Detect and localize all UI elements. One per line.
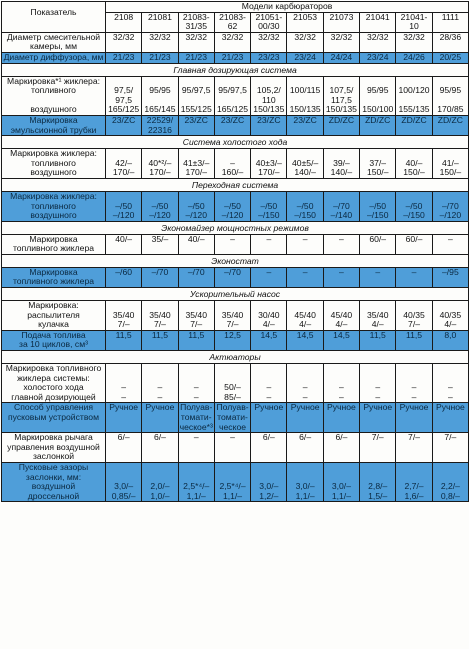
value-cell: 45/40 4/– [323, 301, 359, 331]
value-cell: 40/– [106, 234, 142, 254]
section-row [2, 178, 469, 191]
value-cell: 8,0 [432, 330, 468, 350]
spec-row [2, 191, 469, 221]
model-header-cell: 21073 [323, 12, 359, 32]
value-cell: 6/– [142, 433, 178, 463]
value-cell: 95/95 165/145 [142, 76, 178, 115]
value-cell: 32/32 [360, 32, 396, 52]
value-cell: 23/ZC [251, 115, 287, 135]
value-cell: 32/32 [214, 32, 250, 52]
value-cell: – – [287, 364, 323, 403]
value-cell: 40±5/– 140/– [287, 149, 323, 179]
value-cell: –/50 –/150 [251, 191, 287, 221]
value-cell: – – [360, 364, 396, 403]
value-cell: –/50 –/120 [106, 191, 142, 221]
model-header-cell: 21041 [360, 12, 396, 32]
value-cell: – [214, 433, 250, 463]
value-cell: 21/23 [142, 52, 178, 63]
spec-row [2, 52, 469, 63]
value-cell: 42/– 170/– [106, 149, 142, 179]
section-row [2, 351, 469, 364]
model-header-cell: 1111 [432, 12, 468, 32]
value-cell: Ручное [432, 403, 468, 433]
value-cell: 60/– [396, 234, 432, 254]
value-cell: 39/– 140/– [323, 149, 359, 179]
value-cell: –/95 [432, 267, 468, 287]
value-cell: – – [142, 364, 178, 403]
value-cell: –/50 –/150 [287, 191, 323, 221]
value-cell: – [323, 234, 359, 254]
section-title: Экономайзер мощностных режимов [2, 221, 469, 234]
value-cell: 23/ZC [287, 115, 323, 135]
spec-row [2, 32, 469, 52]
value-cell: 32/32 [178, 32, 214, 52]
value-cell: 6/– [106, 433, 142, 463]
model-header-cell: 21081 [142, 12, 178, 32]
models-header: Модели карбюраторов [106, 2, 469, 13]
section-row [2, 288, 469, 301]
value-cell: 14,5 [251, 330, 287, 350]
value-cell: 2,7/– 1,6/– [396, 462, 432, 501]
value-cell: – – [396, 364, 432, 403]
value-cell: 35/40 7/– [142, 301, 178, 331]
value-cell: 40/35 4/– [432, 301, 468, 331]
value-cell: Ручное [106, 403, 142, 433]
value-cell: 2,5*⁴/– 1,1/– [214, 462, 250, 501]
value-cell: 60/– [360, 234, 396, 254]
value-cell: – – [106, 364, 142, 403]
value-cell: 32/32 [251, 32, 287, 52]
spec-row [2, 403, 469, 433]
spec-row [2, 76, 469, 115]
header-row-top [2, 2, 469, 13]
section-row [2, 254, 469, 267]
spec-row [2, 234, 469, 254]
value-cell: 3,0/– 1,1/– [323, 462, 359, 501]
value-cell: 41/– 150/– [432, 149, 468, 179]
value-cell: 95/97,5 155/125 [178, 76, 214, 115]
value-cell: 45/40 4/– [287, 301, 323, 331]
value-cell: 3,0/– 1,2/– [251, 462, 287, 501]
value-cell: 23/ZC [178, 115, 214, 135]
value-cell: 6/– [251, 433, 287, 463]
value-cell: Ручное [396, 403, 432, 433]
value-cell: 107,5/ 117,5 150/135 [323, 76, 359, 115]
value-cell: 40±3/– 170/– [251, 149, 287, 179]
param-header: Показатель [2, 2, 106, 33]
value-cell: 35/40 7/– [214, 301, 250, 331]
spec-row [2, 462, 469, 501]
value-cell: 30/40 4/– [251, 301, 287, 331]
value-cell: 2,2/– 0,8/– [432, 462, 468, 501]
row-label: Маркировка жиклера: топливного воздушного [2, 191, 106, 221]
value-cell: 35/– [142, 234, 178, 254]
value-cell: 100/120 155/135 [396, 76, 432, 115]
value-cell: 32/32 [323, 32, 359, 52]
value-cell: –/70 –/140 [323, 191, 359, 221]
value-cell: 6/– [323, 433, 359, 463]
value-cell: 2,5*⁴/– 1,1/– [178, 462, 214, 501]
row-label: Диаметр смесительной камеры, мм [2, 32, 106, 52]
value-cell: 105,2/ 110 150/135 [251, 76, 287, 115]
section-row [2, 63, 469, 76]
row-label: Маркировка эмульсионной трубки [2, 115, 106, 135]
row-label: Маркировка топливного жиклера [2, 234, 106, 254]
value-cell: 23/ZC [106, 115, 142, 135]
row-label: Диаметр диффузора, мм [2, 52, 106, 63]
value-cell: Ручное [142, 403, 178, 433]
row-label: Способ управления пусковым устройством [2, 403, 106, 433]
value-cell: 14,5 [287, 330, 323, 350]
spec-row [2, 115, 469, 135]
value-cell: 100/115 150/135 [287, 76, 323, 115]
value-cell: 2,0/– 1,0/– [142, 462, 178, 501]
value-cell: 41±3/– 170/– [178, 149, 214, 179]
value-cell: 22529/ 22316 [142, 115, 178, 135]
value-cell: –/70 [178, 267, 214, 287]
model-header-cell: 21083- 62 [214, 12, 250, 32]
model-header-cell: 2108 [106, 12, 142, 32]
value-cell: 3,0/– 1,1/– [287, 462, 323, 501]
value-cell: – – [178, 364, 214, 403]
value-cell: 50/– 85/– [214, 364, 250, 403]
value-cell: 40*²/– 170/– [142, 149, 178, 179]
section-row [2, 136, 469, 149]
value-cell: 21/23 [106, 52, 142, 63]
value-cell: –/50 –/150 [360, 191, 396, 221]
value-cell: – [432, 234, 468, 254]
value-cell: 7/– [432, 433, 468, 463]
value-cell: 23/23 [251, 52, 287, 63]
value-cell: 35/40 7/– [178, 301, 214, 331]
value-cell: 6/– [287, 433, 323, 463]
value-cell: 23/24 [287, 52, 323, 63]
value-cell: 40/35 7/– [396, 301, 432, 331]
value-cell: 2,8/– 1,5/– [360, 462, 396, 501]
value-cell: 11,5 [106, 330, 142, 350]
carburetor-spec-page [0, 1, 469, 649]
value-cell: –/50 –/150 [396, 191, 432, 221]
value-cell: 11,5 [360, 330, 396, 350]
value-cell: – [287, 267, 323, 287]
section-title: Актюаторы [2, 351, 469, 364]
value-cell: 95/95 150/100 [360, 76, 396, 115]
value-cell: ZD/ZC [432, 115, 468, 135]
value-cell: – – [251, 364, 287, 403]
value-cell: – – [432, 364, 468, 403]
value-cell: 95/95 170/85 [432, 76, 468, 115]
value-cell: 11,5 [396, 330, 432, 350]
value-cell: 24/26 [396, 52, 432, 63]
value-cell: Ручное [287, 403, 323, 433]
value-cell: 23/ZC [214, 115, 250, 135]
value-cell: 14,5 [323, 330, 359, 350]
value-cell: 11,5 [142, 330, 178, 350]
row-label: Маркировка топливного жиклера системы: холостого хода главной дозирующей [2, 364, 106, 403]
value-cell: 40/– [178, 234, 214, 254]
value-cell: 28/36 [432, 32, 468, 52]
row-label: Маркировка*¹ жиклера: топливного воздушного [2, 76, 106, 115]
value-cell: 32/32 [142, 32, 178, 52]
row-label: Маркировка рычага управления воздушной заслонкой [2, 433, 106, 463]
value-cell: Ручное [360, 403, 396, 433]
value-cell: – 160/– [214, 149, 250, 179]
model-header-cell: 21051- 00/30 [251, 12, 287, 32]
value-cell: – [214, 234, 250, 254]
model-header-cell: 21053 [287, 12, 323, 32]
value-cell: – [360, 267, 396, 287]
value-cell: – [178, 433, 214, 463]
value-cell: –/50 –/120 [178, 191, 214, 221]
value-cell: 35/40 7/– [106, 301, 142, 331]
model-header-cell: 21041- 10 [396, 12, 432, 32]
row-label: Пусковые зазоры заслонки, мм: воздушной дроссельной [2, 462, 106, 501]
value-cell: 7/– [396, 433, 432, 463]
value-cell: 97,5/ 97,5 165/125 [106, 76, 142, 115]
value-cell: –/70 [142, 267, 178, 287]
spec-row [2, 267, 469, 287]
value-cell: 21/23 [214, 52, 250, 63]
value-cell: 20/25 [432, 52, 468, 63]
carburetor-spec-table [1, 1, 469, 502]
section-row [2, 221, 469, 234]
value-cell: 7/– [360, 433, 396, 463]
value-cell: 40/– 150/– [396, 149, 432, 179]
model-header-cell: 21083- 31/35 [178, 12, 214, 32]
value-cell: 32/32 [106, 32, 142, 52]
value-cell: –/70 –/120 [432, 191, 468, 221]
value-cell: – [396, 267, 432, 287]
value-cell: 35/40 4/– [360, 301, 396, 331]
value-cell: 11,5 [178, 330, 214, 350]
value-cell: –/50 –/120 [142, 191, 178, 221]
value-cell: 3,0/– 0,85/– [106, 462, 142, 501]
value-cell: ZD/ZC [323, 115, 359, 135]
section-title: Система холостого хода [2, 136, 469, 149]
value-cell: Ручное [323, 403, 359, 433]
value-cell: – [287, 234, 323, 254]
section-title: Ускорительный насос [2, 288, 469, 301]
section-title: Переходная система [2, 178, 469, 191]
spec-row [2, 301, 469, 331]
spec-body [2, 32, 469, 502]
spec-row [2, 364, 469, 403]
value-cell: Ручное [251, 403, 287, 433]
spec-row [2, 330, 469, 350]
value-cell: –/70 [214, 267, 250, 287]
value-cell: 95/97,5 165/125 [214, 76, 250, 115]
section-title: Эконостат [2, 254, 469, 267]
value-cell: Полуав- томати- ческое [214, 403, 250, 433]
spec-row [2, 149, 469, 179]
value-cell: 24/24 [323, 52, 359, 63]
row-label: Маркировка жиклера: топливного воздушного [2, 149, 106, 179]
value-cell: ZD/ZC [360, 115, 396, 135]
section-title: Главная дозирующая система [2, 63, 469, 76]
value-cell: 21/23 [178, 52, 214, 63]
value-cell: 32/32 [287, 32, 323, 52]
value-cell: 37/– 150/– [360, 149, 396, 179]
value-cell: 32/32 [396, 32, 432, 52]
value-cell: – [251, 267, 287, 287]
value-cell: Полуав- томати- ческое*³ [179, 402, 213, 432]
value-cell: – [323, 267, 359, 287]
value-cell: 23/24 [360, 52, 396, 63]
value-cell: 12,5 [214, 330, 250, 350]
value-cell: ZD/ZC [396, 115, 432, 135]
row-label: Маркировка топливного жиклера [2, 267, 106, 287]
row-label: Маркировка: распылителя кулачка [2, 301, 106, 331]
spec-row [2, 433, 469, 463]
row-label: Подача топлива за 10 циклов, см³ [2, 330, 106, 350]
value-cell: – [251, 234, 287, 254]
value-cell: –/60 [106, 267, 142, 287]
value-cell: – – [323, 364, 359, 403]
value-cell: –/50 –/120 [214, 191, 250, 221]
